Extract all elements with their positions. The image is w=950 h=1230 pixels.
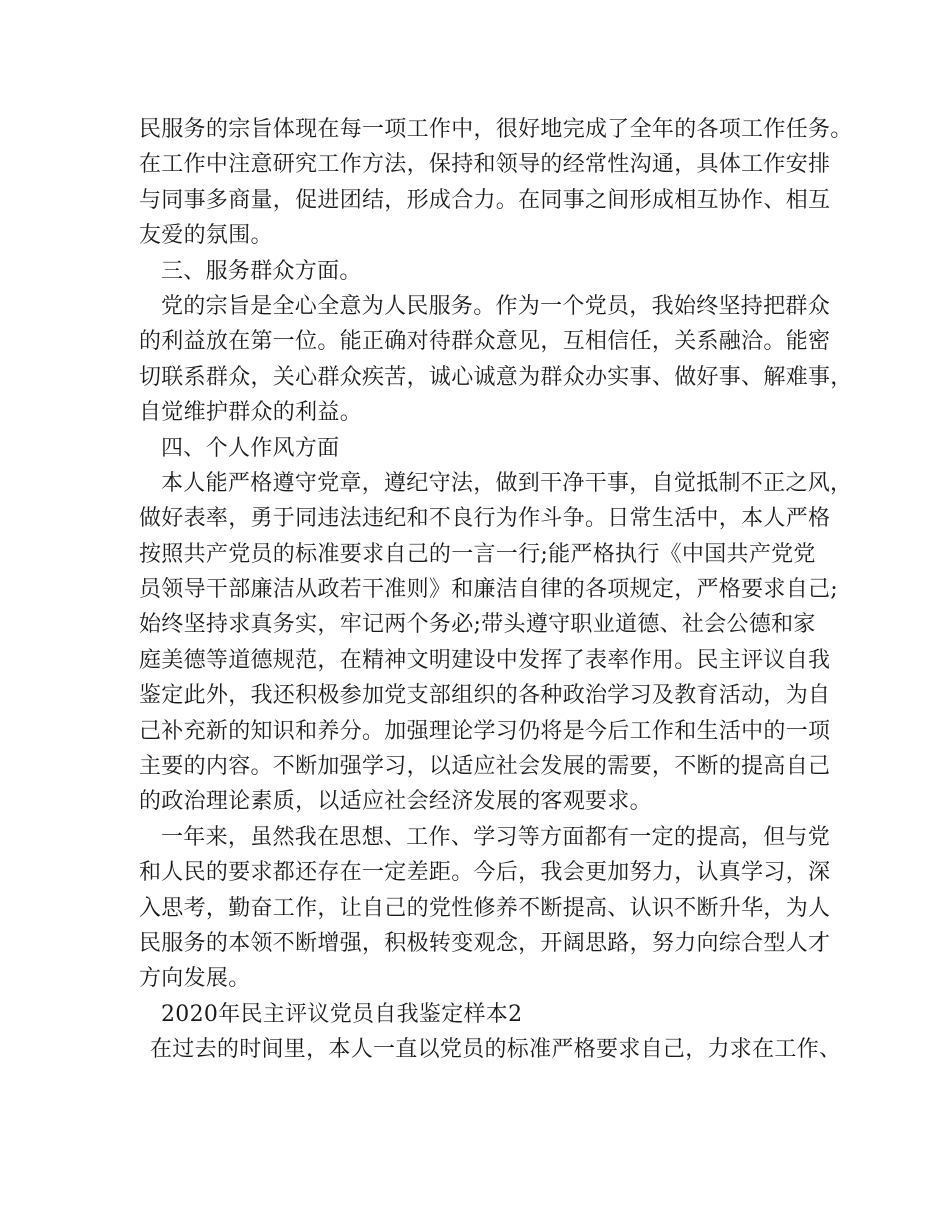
paragraph-line: 鉴定此外，我还积极参加党支部组织的各种政治学习及教育活动，为自 [139, 683, 831, 709]
paragraph-line: 切联系群众，关心群众疾苦，诚心诚意为群众办实事、做好事、解难事， [139, 364, 853, 390]
paragraph-line: 党的宗旨是全心全意为人民服务。作为一个党员，我始终坚持把群众 [161, 293, 831, 319]
paragraph-line: 主要的内容。不断加强学习，以适应社会发展的需要，不断的提高自己 [139, 754, 831, 780]
paragraph-line: 与同事多商量，促进团结，形成合力。在同事之间形成相互协作、相互 [139, 187, 831, 213]
section-heading: 三、服务群众方面。 [161, 258, 362, 284]
paragraph-line: 的利益放在第一位。能正确对待群众意见，互相信任，关系融洽。能密 [139, 329, 831, 355]
sample-title: 2020年民主评议党员自我鉴定样本2 [161, 1001, 523, 1027]
paragraph-line: 民服务的本领不断增强，积极转变观念，开阔思路，努力向综合型人才 [139, 930, 831, 956]
document-body [139, 112, 853, 1068]
paragraph-line: 员领导干部廉洁从政若干准则》和廉洁自律的各项规定，严格要求自己; [139, 577, 839, 603]
paragraph-line: 一年来，虽然我在思想、工作、学习等方面都有一定的提高，但与党 [161, 824, 831, 850]
paragraph-line: 的政治理论素质，以适应社会经济发展的客观要求。 [139, 789, 652, 815]
paragraph-line: 做好表率，勇于同违法违纪和不良行为作斗争。日常生活中，本人严格 [139, 506, 831, 532]
paragraph-line: 按照共产党员的标准要求自己的一言一行;能严格执行《中国共产党党 [139, 541, 816, 567]
paragraph-line: 本人能严格遵守党章，遵纪守法，做到干净干事，自觉抵制不正之风， [161, 470, 853, 496]
paragraph-line: 和人民的要求都还存在一定差距。今后，我会更加努力，认真学习，深 [139, 860, 831, 886]
paragraph-line: 始终坚持求真务实，牢记两个务必;带头遵守职业道德、社会公德和家 [139, 612, 816, 638]
paragraph-line: 入思考，勤奋工作，让自己的党性修养不断提高、认识不断升华，为人 [139, 895, 831, 921]
section-heading: 四、个人作风方面 [161, 435, 340, 461]
paragraph-line: 自觉维护群众的利益。 [139, 400, 363, 426]
paragraph-line: 在工作中注意研究工作方法，保持和领导的经常性沟通，具体工作安排 [139, 152, 831, 178]
paragraph-line: 在过去的时间里，本人一直以党员的标准严格要求自己，力求在工作、 [150, 1037, 842, 1063]
paragraph-line: 民服务的宗旨体现在每一项工作中，很好地完成了全年的各项工作任务。 [139, 117, 853, 142]
paragraph-line: 己补充新的知识和养分。加强理论学习仍将是今后工作和生活中的一项 [139, 718, 831, 744]
paragraph-line: 友爱的氛围。 [139, 223, 273, 249]
paragraph-line: 方向发展。 [139, 966, 251, 992]
paragraph-line: 庭美德等道德规范，在精神文明建设中发挥了表率作用。民主评议自我 [139, 647, 831, 673]
